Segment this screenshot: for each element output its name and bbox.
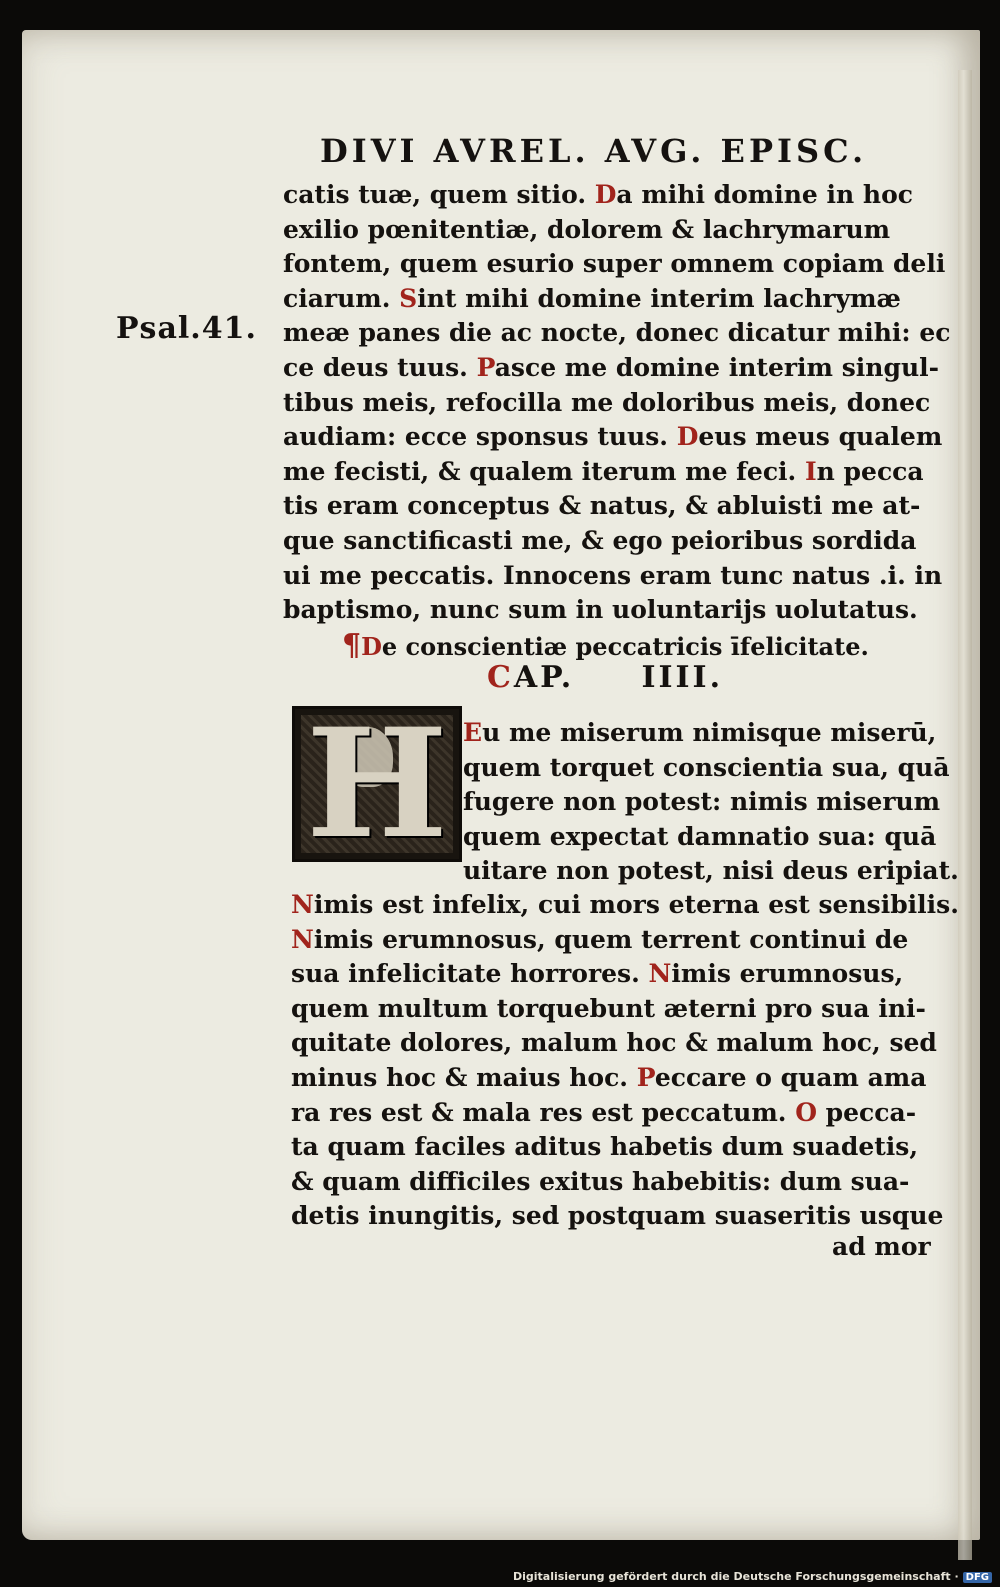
text-line (291, 1026, 937, 1062)
rubric-letter: I (804, 456, 817, 486)
line-text: fontem, quem esurio super omnem copiam deli (283, 249, 946, 279)
catchword: ad mor (832, 1232, 931, 1261)
line-text: uitare non potest, nisi deus eripiat. (463, 856, 959, 886)
rubric-letter: E (463, 718, 483, 747)
caption-text: e conscientiæ peccatricis īfelicitate. (381, 632, 869, 661)
line-text: me fecisti, & qualem iterum me feci. (283, 456, 805, 486)
text-line (283, 282, 923, 318)
text-line (463, 785, 941, 821)
dfg-logo: DFG (963, 1572, 992, 1583)
text-line (291, 957, 923, 993)
line-text: audiam: ecce sponsus tuus. (283, 422, 677, 452)
text-line (283, 559, 943, 595)
text-line (283, 524, 923, 560)
caption-rubric: D (361, 632, 382, 661)
text-line (283, 247, 946, 283)
text-line (291, 923, 923, 959)
line-text: eus meus qualem (698, 422, 943, 452)
text-line (283, 489, 923, 525)
line-text: int mihi domine interim lachrymæ (417, 283, 901, 313)
line-text: fugere non potest: nimis miserum (463, 787, 941, 817)
footer-text: Digitalisierung gefördert durch die Deutsche Forschungsgemeinschaft · (512, 1570, 959, 1583)
text-line (291, 992, 926, 1028)
line-text: ciarum. (283, 283, 400, 313)
rubric-letter: N (291, 890, 314, 919)
line-text: ra res est & mala res est peccatum. (291, 1097, 796, 1127)
page-edge (958, 70, 972, 1560)
line-text: & quam difficiles exitus habebitis: dum sua- (291, 1166, 910, 1196)
text-line (283, 386, 931, 422)
line-text: u me miserum nimisque miserū, (482, 718, 937, 747)
line-text: que sanctificasti me, & ego peioribus sordida (283, 526, 917, 555)
line-text: quem multum torquebunt æterni pro sua ini- (291, 993, 926, 1023)
text-line (463, 820, 937, 856)
rubric-letter: S (399, 283, 418, 313)
line-text: a mihi domine in hoc (616, 180, 913, 209)
line-text: baptismo, nunc sum in uoluntarijs uolutatus. (283, 595, 918, 625)
chapter-heading (487, 660, 723, 695)
line-text: n pecca (816, 456, 924, 486)
margin-note: Psal.41. (116, 311, 257, 346)
line-text: quitate dolores, malum hoc & malum hoc, sed (291, 1028, 937, 1058)
text-line (291, 1165, 923, 1201)
rubric-letter: P (636, 1063, 655, 1092)
line-text: meæ panes die ac nocte, donec dicatur mihi: ec (283, 318, 951, 348)
line-text: imis erumnosus, (671, 959, 904, 989)
line-text: quem expectat damnatio sua: quā (463, 821, 937, 851)
text-line (283, 178, 923, 214)
text-line (291, 1061, 927, 1097)
line-text: catis tuæ, quem sitio. (283, 180, 595, 209)
line-text: detis inungitis, sed postquam suaseritis usque (291, 1201, 944, 1231)
text-line (463, 751, 950, 787)
text-line (463, 854, 959, 890)
chapter-number: IIII. (641, 660, 724, 695)
rubric-letter: D (676, 422, 699, 452)
text-line (283, 213, 923, 249)
text-line (291, 1130, 923, 1166)
line-text: asce me domine interim singul- (494, 353, 939, 382)
text-line (283, 420, 943, 456)
text-line (283, 351, 939, 387)
line-text: sua infelicitate horrores. (291, 959, 649, 989)
line-text: pecca- (816, 1097, 917, 1127)
chapter-label: AP. (513, 660, 575, 695)
woodcut-initial (292, 696, 462, 872)
line-text: tibus meis, refocilla me doloribus meis, donec (283, 387, 931, 417)
rubric-letter: N (291, 924, 314, 954)
pilcrow-icon: ¶ (342, 628, 362, 663)
line-text: tis eram conceptus & natus, & abluisti me at- (283, 491, 921, 521)
line-text: minus hoc & maius hoc. (291, 1063, 637, 1092)
text-line (463, 716, 937, 752)
rubric-letter: P (476, 353, 495, 382)
rubric-letter: D (594, 180, 617, 209)
line-text: quem torquet conscientia sua, quā (463, 752, 950, 782)
text-line (283, 316, 951, 352)
line-text: exilio pœnitentiæ, dolorem & lachrymarum (283, 214, 891, 244)
line-text: eccare o quam ama (654, 1063, 927, 1092)
text-line (291, 1199, 944, 1235)
section-caption (342, 628, 869, 663)
running-header: DIVI AVREL. AVG. EPISC. (320, 132, 868, 170)
line-text: imis erumnosus, quem terrent continui de (313, 924, 909, 954)
footer-credit (513, 1570, 992, 1583)
text-line (283, 593, 923, 629)
chapter-rubric: C (487, 660, 514, 695)
line-text: imis est infelix, cui mors eterna est sensibilis. (313, 890, 959, 919)
rubric-letter: N (648, 959, 672, 989)
text-line (283, 455, 923, 491)
initial-letter: H (306, 696, 448, 872)
line-text: ta quam faciles aditus habetis dum suadetis, (291, 1132, 919, 1162)
text-line (291, 888, 959, 924)
rubric-letter: O (795, 1097, 817, 1127)
text-line (291, 1096, 923, 1132)
line-text: ce deus tuus. (283, 353, 477, 382)
line-text: ui me peccatis. Innocens eram tunc natus .i. in (283, 560, 943, 590)
